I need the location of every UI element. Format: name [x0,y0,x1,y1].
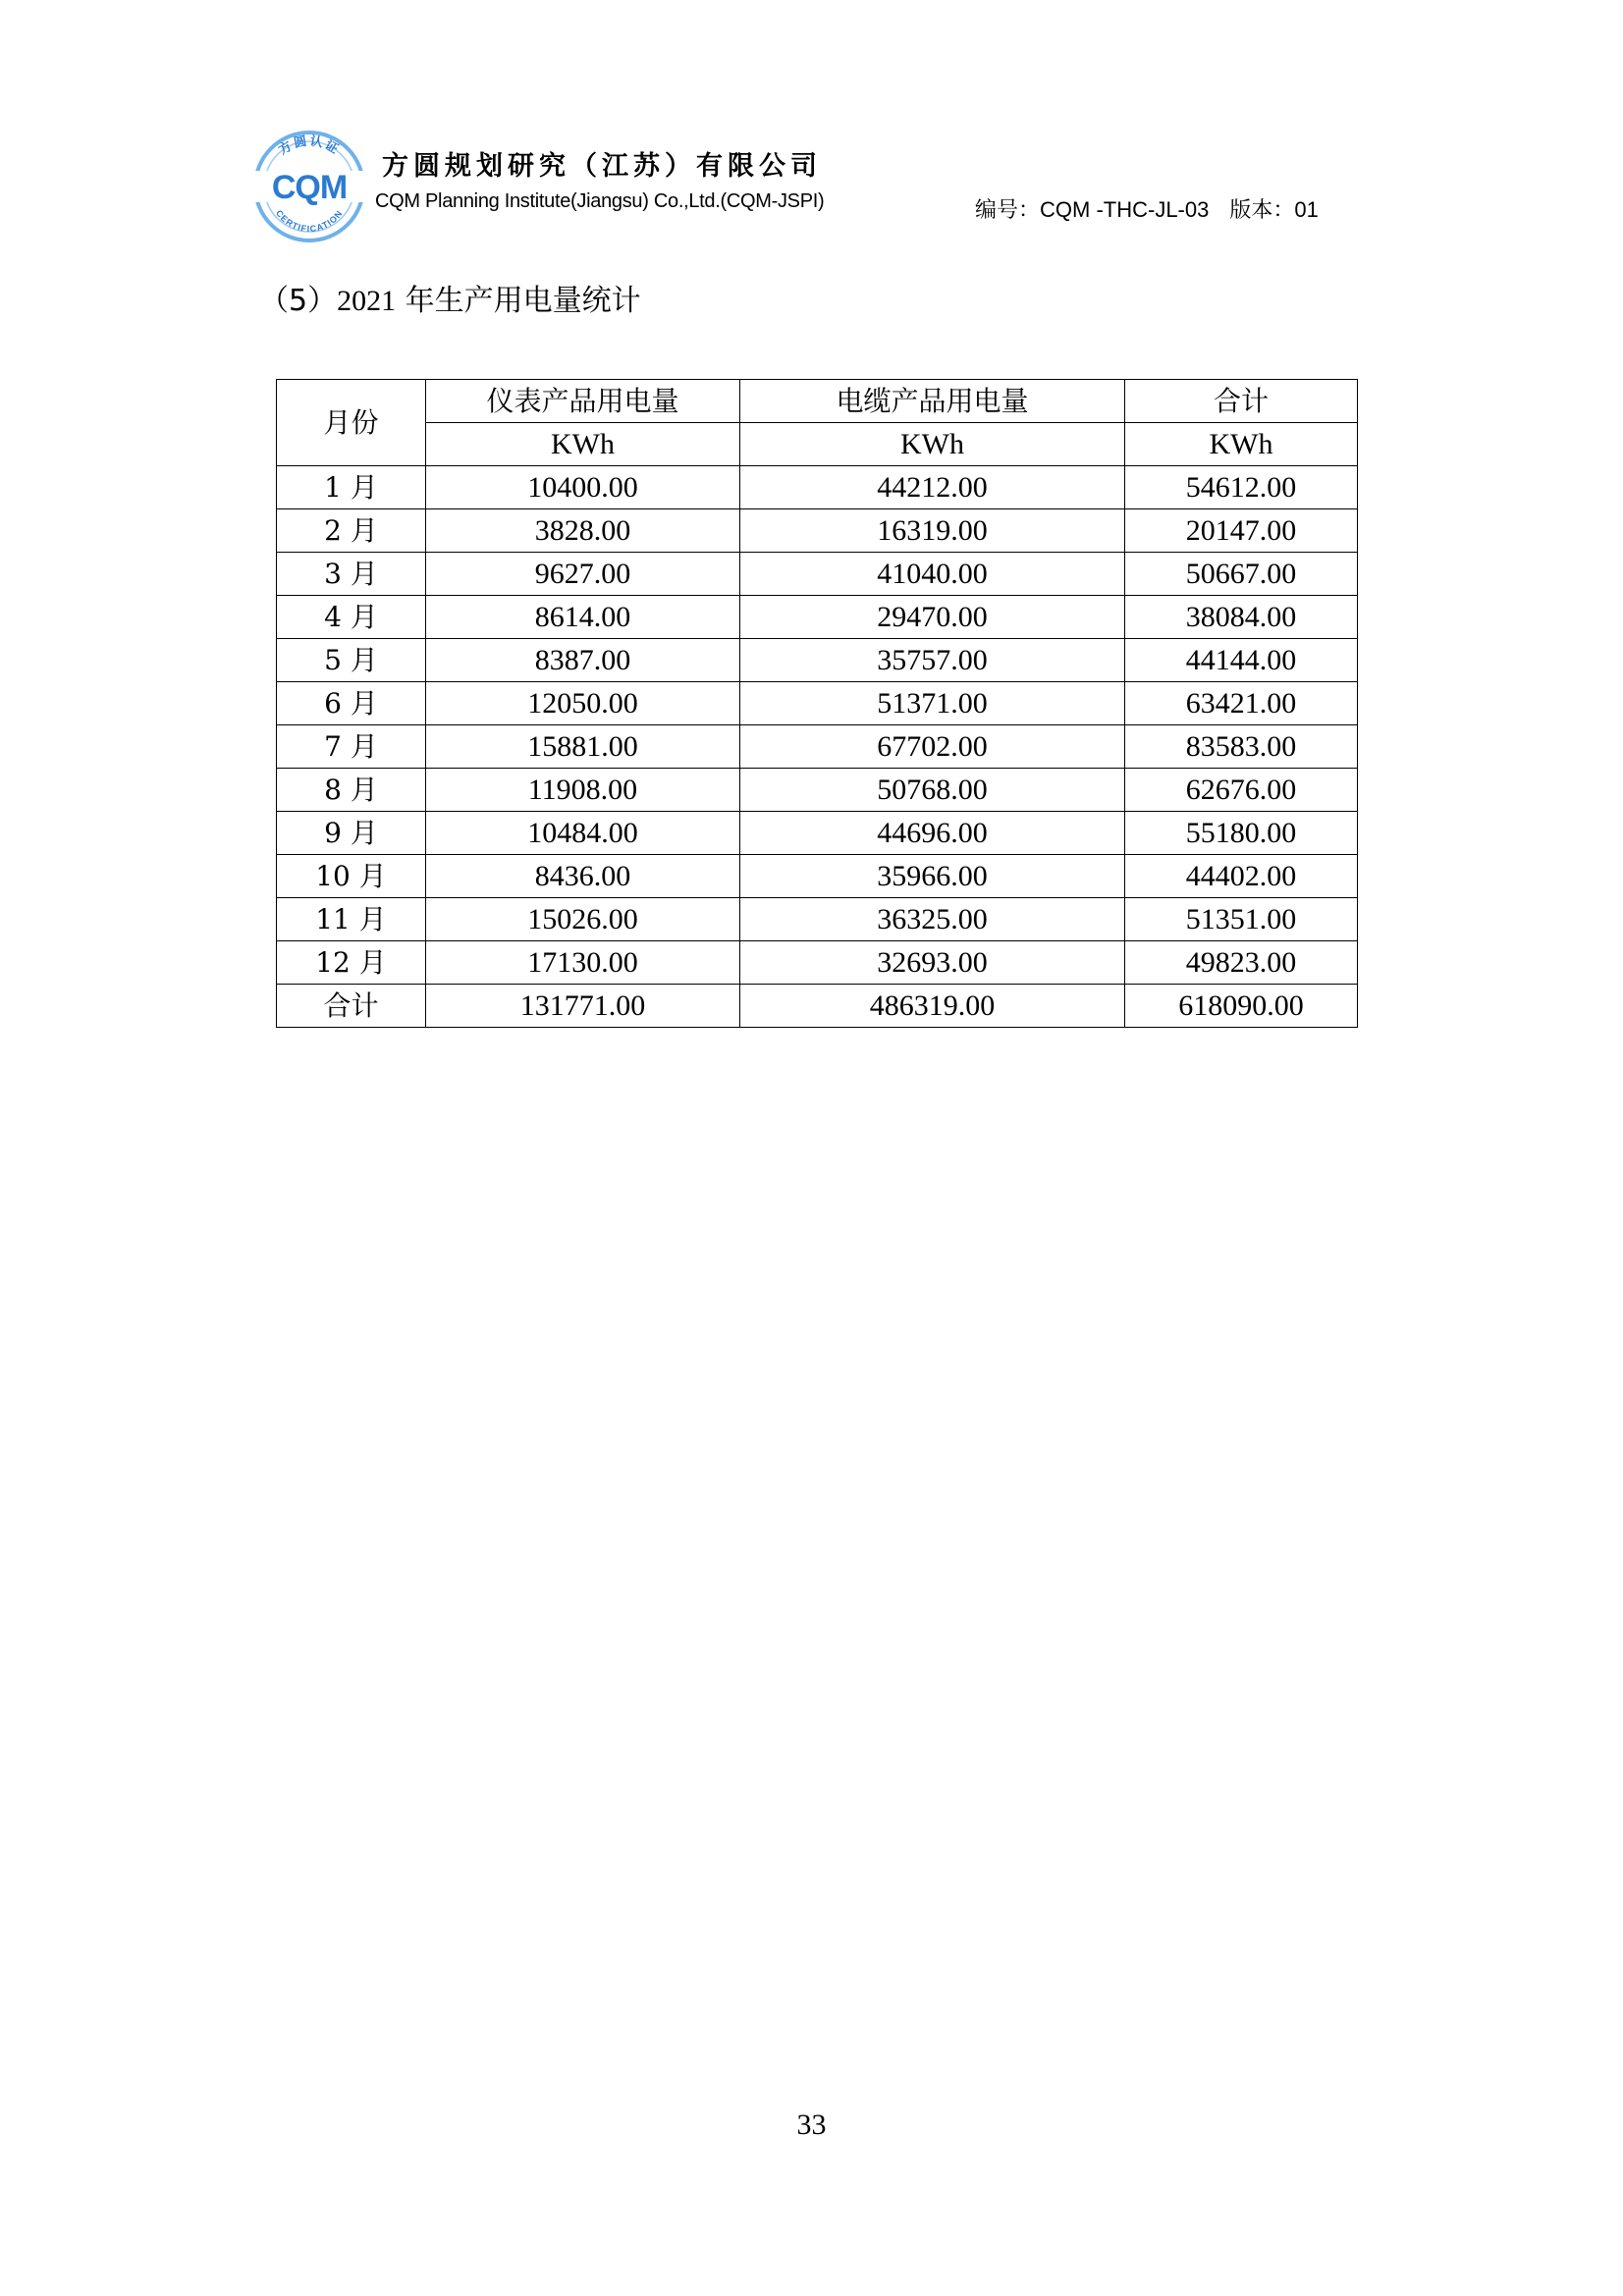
value-cell: 8387.00 [426,639,740,682]
column-header: 合计 [1125,380,1358,423]
table-row [277,725,1358,769]
value-cell: 44402.00 [1125,855,1358,898]
column-unit: KWh [740,423,1125,466]
value-cell: 55180.00 [1125,812,1358,855]
month-header: 月份 [277,380,426,466]
table-header-row [277,380,1358,423]
month-cell: 7 月 [277,725,426,769]
value-cell: 15881.00 [426,725,740,769]
section-prefix: （5） [259,284,338,318]
section-title-text: 年生产用电量统计 [405,284,641,318]
table-row [277,898,1358,941]
version-value: 01 [1294,197,1319,222]
value-cell: 8614.00 [426,596,740,639]
month-cell: 10 月 [277,855,426,898]
section-title [259,276,641,319]
value-cell: 44696.00 [740,812,1125,855]
version-label: 版本： [1229,198,1295,223]
table-row [277,682,1358,725]
company-name-cn: 方圆规划研究（江苏）有限公司 [382,151,822,182]
table-row [277,941,1358,985]
month-cell: 8 月 [277,769,426,812]
value-cell: 35757.00 [740,639,1125,682]
column-header: 电缆产品用电量 [740,380,1125,423]
column-header: 仪表产品用电量 [426,380,740,423]
value-cell: 44212.00 [740,466,1125,509]
value-cell: 618090.00 [1125,985,1358,1028]
value-cell: 11908.00 [426,769,740,812]
value-cell: 54612.00 [1125,466,1358,509]
cqm-logo [250,128,368,245]
value-cell: 32693.00 [740,941,1125,985]
section-year: 2021 [337,285,397,317]
month-cell: 2 月 [277,509,426,553]
table-unit-row [277,423,1358,466]
value-cell: 38084.00 [1125,596,1358,639]
month-cell: 3 月 [277,553,426,596]
month-cell: 6 月 [277,682,426,725]
logo-arc-top: 方圆认证 [276,133,343,159]
page-number: 33 [796,2109,827,2141]
column-unit: KWh [426,423,740,466]
month-cell: 11 月 [277,898,426,941]
value-cell: 63421.00 [1125,682,1358,725]
table-row [277,769,1358,812]
table-row [277,639,1358,682]
value-cell: 17130.00 [426,941,740,985]
company-name-en: CQM Planning Institute(Jiangsu) Co.,Ltd.(CQM-JSPI) [375,190,825,212]
month-cell: 1 月 [277,466,426,509]
value-cell: 8436.00 [426,855,740,898]
value-cell: 10400.00 [426,466,740,509]
month-cell: 9 月 [277,812,426,855]
table-row [277,596,1358,639]
value-cell: 16319.00 [740,509,1125,553]
table-row [277,553,1358,596]
value-cell: 9627.00 [426,553,740,596]
value-cell: 50768.00 [740,769,1125,812]
value-cell: 41040.00 [740,553,1125,596]
value-cell: 486319.00 [740,985,1125,1028]
table-row [277,466,1358,509]
value-cell: 131771.00 [426,985,740,1028]
value-cell: 15026.00 [426,898,740,941]
document-code [975,193,1319,224]
code-value: CQM -THC-JL-03 [1040,197,1210,222]
table-row [277,812,1358,855]
value-cell: 49823.00 [1125,941,1358,985]
value-cell: 67702.00 [740,725,1125,769]
value-cell: 10484.00 [426,812,740,855]
value-cell: 51371.00 [740,682,1125,725]
table-row [277,855,1358,898]
logo-arc-bottom: CERTIFICATION [274,208,345,235]
electricity-usage-table [276,379,1358,1028]
value-cell: 3828.00 [426,509,740,553]
value-cell: 20147.00 [1125,509,1358,553]
table-row [277,509,1358,553]
month-cell: 12 月 [277,941,426,985]
value-cell: 29470.00 [740,596,1125,639]
code-label: 编号： [975,198,1041,223]
svg-text:CERTIFICATION [274,208,345,234]
column-unit: KWh [1125,423,1358,466]
month-cell: 合计 [277,985,426,1028]
value-cell: 35966.00 [740,855,1125,898]
value-cell: 83583.00 [1125,725,1358,769]
value-cell: 12050.00 [426,682,740,725]
value-cell: 36325.00 [740,898,1125,941]
value-cell: 44144.00 [1125,639,1358,682]
month-cell: 4 月 [277,596,426,639]
value-cell: 62676.00 [1125,769,1358,812]
logo-text: CQM [271,169,348,206]
value-cell: 51351.00 [1125,898,1358,941]
value-cell: 50667.00 [1125,553,1358,596]
month-cell: 5 月 [277,639,426,682]
table-row [277,985,1358,1028]
